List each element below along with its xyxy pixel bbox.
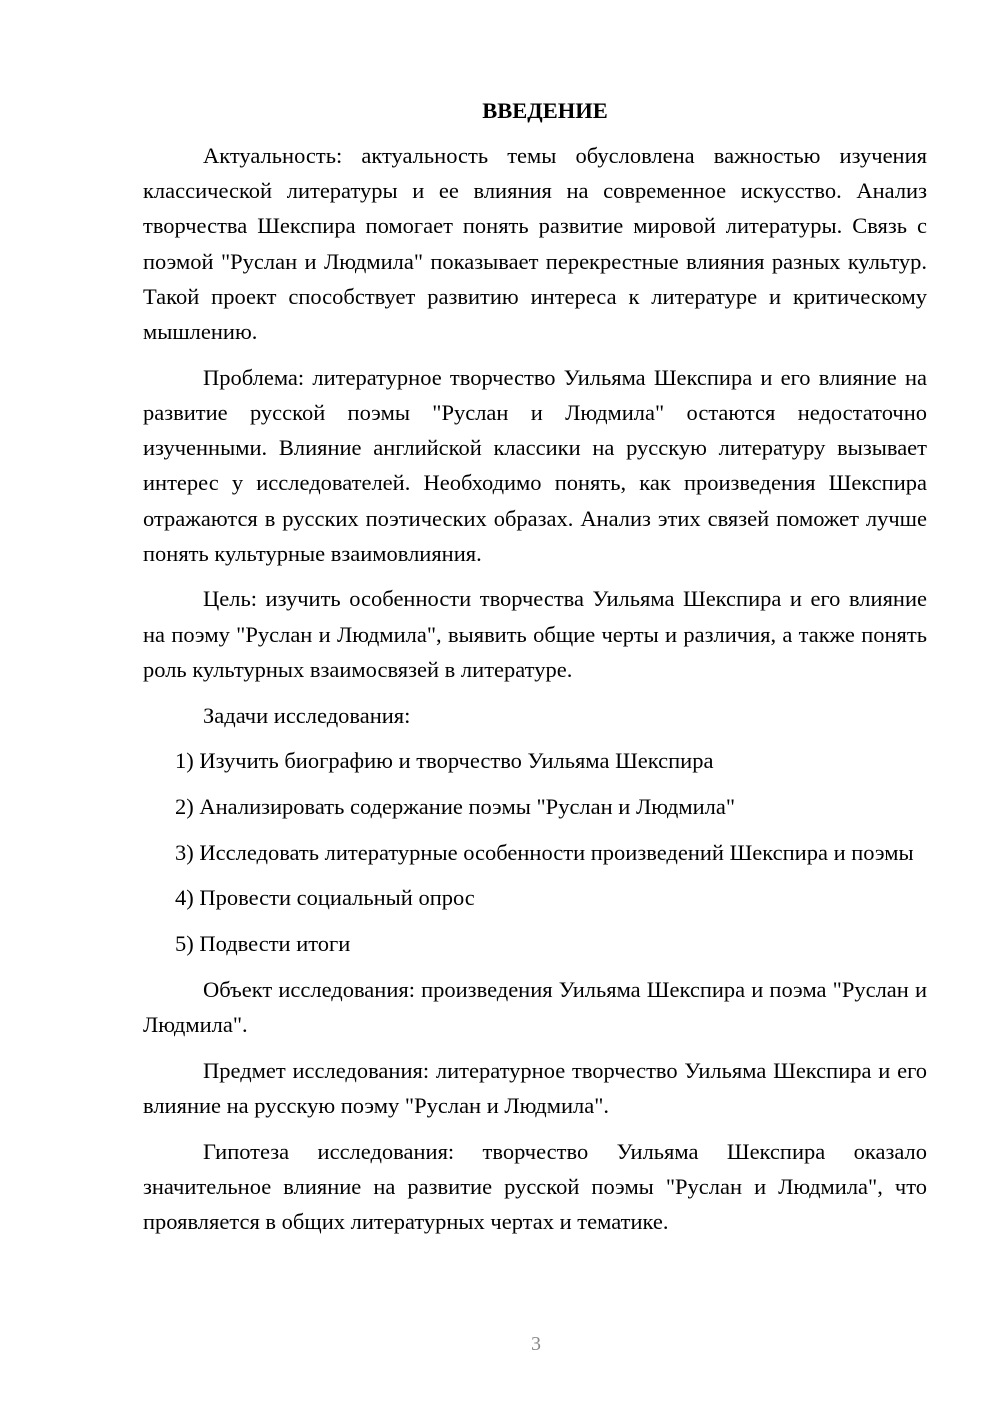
task-item-2: 2) Анализировать содержание поэмы "Руслан и Людмила" xyxy=(175,793,736,819)
page-title: ВВЕДЕНИЕ xyxy=(482,98,608,123)
paragraph-relevance: Актуальность: актуальность темы обусловлена важностью изучения классической литературы и ее влияния на современное искусство. Анализ творчества Шекспира помогает понять развитие мировой литературы. Связь с поэмой "Руслан и Людмила" показывает перекрестные влияния разных культур. Такой проект способствует развитию интереса к литературе и критическому мышлению. xyxy=(143,143,927,345)
task-item-5: 5) Подвести итоги xyxy=(175,931,351,957)
page-number: 3 xyxy=(531,1333,541,1355)
paragraph-object: Объект исследования: произведения Уильяма Шекспира и поэма "Руслан и Людмила". xyxy=(143,976,927,1037)
paragraph-goal: Цель: изучить особенности творчества Уильяма Шекспира и его влияние на поэму "Руслан и Людмила", выявить общие черты и различия, а также понять роль культурных взаимосвязей в литературе. xyxy=(143,586,927,682)
task-item-1: 1) Изучить биографию и творчество Уильяма Шекспира xyxy=(175,748,714,774)
paragraph-hypothesis: Гипотеза исследования: творчество Уильяма Шекспира оказало значительное влияние на развитие русской поэмы "Руслан и Людмила", что проявляется в общих литературных чертах и тематике. xyxy=(143,1138,927,1234)
page-content xyxy=(143,96,927,1250)
paragraph-problem: Проблема: литературное творчество Уильяма Шекспира и его влияние на развитие русской поэмы "Руслан и Людмила" остаются недостаточно изученными. Влияние английской классики на русскую литературу вызывает интерес у исследователей. Необходимо понять, как произведения Шекспира отражаются в русских поэтических образах. Анализ этих связей поможет лучше понять культурные взаимовлияния. xyxy=(143,364,927,566)
task-item-4: 4) Провести социальный опрос xyxy=(175,885,475,911)
paragraph-tasks-heading: Задачи исследования: xyxy=(203,702,411,728)
task-item-3: 3) Исследовать литературные особенности произведений Шекспира и поэмы xyxy=(175,839,914,865)
paragraph-subject: Предмет исследования: литературное творчество Уильяма Шекспира и его влияние на русскую поэму "Руслан и Людмила". xyxy=(143,1057,927,1118)
